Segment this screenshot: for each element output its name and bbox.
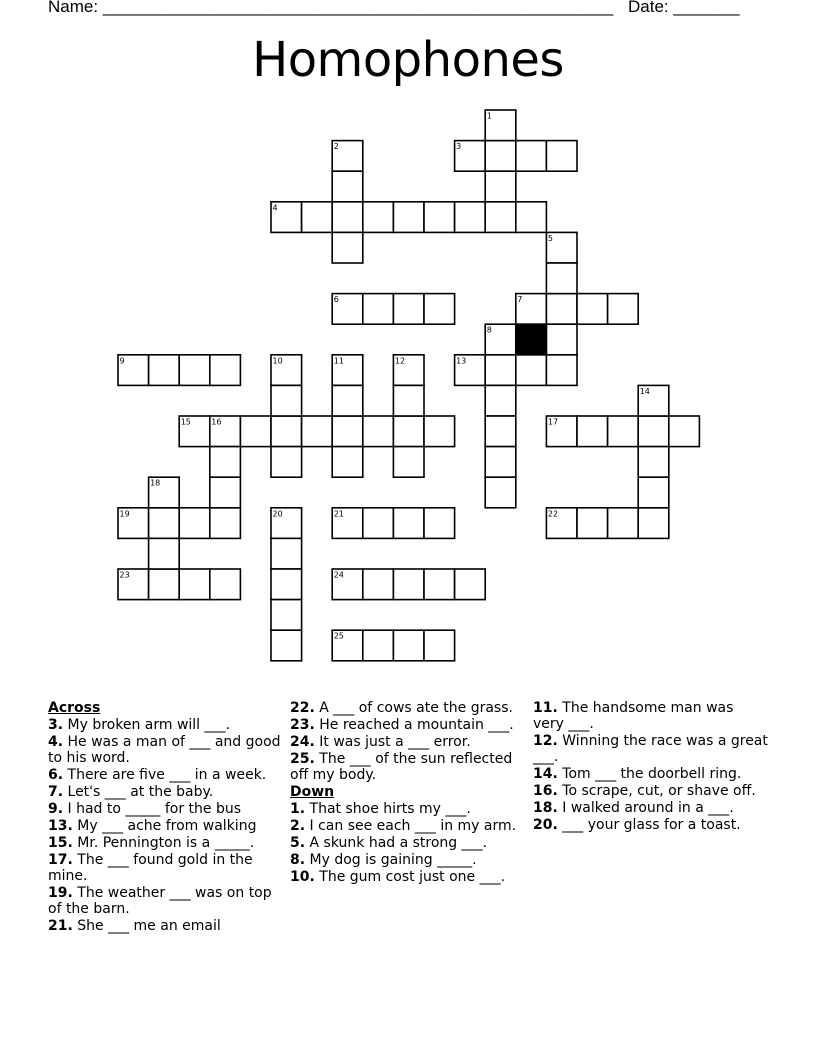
grid-cell[interactable] [393,202,424,233]
clue-number-20: 20 [272,509,283,519]
clue-number-2: 2 [333,142,339,152]
page-title: Homophones [252,32,564,88]
clue-number: 5. [290,835,306,851]
grid-cell[interactable] [455,202,486,233]
grid-cell[interactable] [240,416,271,447]
grid-cell[interactable] [577,508,608,539]
clue-item [290,869,525,885]
clue-number-21: 21 [333,509,344,519]
clue-text: The ___ of the sun reflected off my body. [290,751,513,783]
clue-number: 2. [290,818,306,834]
clue-number: 18. [533,800,558,816]
clue-item [48,918,283,934]
clue-number-15: 15 [180,417,191,427]
grid-cell[interactable] [363,630,394,661]
clue-item [533,700,768,732]
clue-text: Winning the race was a great ___. [533,733,768,765]
grid-cell[interactable] [669,416,700,447]
clue-text: To scrape, cut, or shave off. [562,783,756,799]
clue-item [48,767,283,783]
grid-cell[interactable] [271,538,302,569]
clue-number-8: 8 [486,325,492,335]
grid-cell[interactable] [546,141,577,172]
grid-cell[interactable] [271,600,302,631]
clue-number-11: 11 [333,356,344,366]
grid-cell[interactable] [577,294,608,325]
clues-column-3 [533,700,768,834]
clue-text: It was just a ___ error. [319,734,471,750]
grid-cell[interactable] [516,141,547,172]
clue-number-3: 3 [456,142,462,152]
grid-cell[interactable] [516,202,547,233]
grid-cell[interactable] [485,141,516,172]
grid-cell[interactable] [210,447,241,478]
clue-item [290,818,525,834]
grid-cell[interactable] [393,630,424,661]
grid-cell[interactable] [424,294,455,325]
clues-column-1 [48,700,283,935]
across-heading: Across [48,700,101,716]
clue-number-16: 16 [211,417,222,427]
grid-cell[interactable] [546,294,577,325]
grid-cell[interactable] [332,202,363,233]
clue-text: The handsome man was very ___. [533,700,734,732]
clue-number: 3. [48,717,64,733]
clue-number: 9. [48,801,64,817]
grid-cell[interactable] [516,355,547,386]
grid-cell[interactable] [332,385,363,416]
grid-cell[interactable] [485,355,516,386]
clue-number: 1. [290,801,306,817]
clue-text: The gum cost just one ___. [319,869,506,885]
grid-cell[interactable] [363,202,394,233]
grid-cell[interactable] [608,294,639,325]
clue-item [533,800,768,816]
clue-item [290,717,525,733]
clue-item [533,733,768,765]
grid-cell[interactable] [271,630,302,661]
clue-text: He was a man of ___ and good to his word. [48,734,281,766]
clue-number: 20. [533,817,558,833]
down-heading: Down [290,784,335,800]
grid-cell[interactable] [302,416,333,447]
grid-cell[interactable] [455,569,486,600]
clue-number: 11. [533,700,558,716]
grid-cell[interactable] [271,447,302,478]
grid-cell[interactable] [485,447,516,478]
grid-cell[interactable] [424,569,455,600]
grid-cell[interactable] [210,355,241,386]
clue-number: 4. [48,734,64,750]
clue-text: I walked around in a ___. [562,800,734,816]
clue-text: My broken arm will ___. [67,717,230,733]
name-field-line[interactable]: Name: ______________________________________________________ [48,0,614,16]
clue-text: The ___ found gold in the mine. [48,852,253,884]
clue-number: 22. [290,700,315,716]
clue-text: Tom ___ the doorbell ring. [562,766,742,782]
clue-text: The weather ___ was on top of the barn. [48,885,272,917]
clue-item [533,766,768,782]
clue-text: A skunk had a strong ___. [309,835,488,851]
clue-number: 19. [48,885,73,901]
grid-cell[interactable] [332,416,363,447]
grid-cell[interactable] [332,447,363,478]
clue-item [48,801,283,817]
grid-cell[interactable] [210,477,241,508]
clue-text: Mr. Pennington is a _____. [77,835,255,851]
grid-cell[interactable] [271,569,302,600]
clues-column-2 [290,700,525,886]
grid-cell[interactable] [608,416,639,447]
grid-cell[interactable] [149,569,180,600]
clue-number-10: 10 [272,356,283,366]
grid-cell[interactable] [393,569,424,600]
grid-cell[interactable] [149,508,180,539]
clue-text: Let's ___ at the baby. [67,784,214,800]
grid-cell[interactable] [485,385,516,416]
grid-cell[interactable] [210,569,241,600]
clue-number: 7. [48,784,64,800]
grid-cell[interactable] [393,294,424,325]
clue-text: She ___ me an email [77,918,221,934]
grid-cell[interactable] [302,202,333,233]
clue-number-7: 7 [517,295,523,305]
grid-cell[interactable] [179,355,210,386]
grid-cell[interactable] [332,171,363,202]
clue-number-17: 17 [547,417,559,427]
clue-item [290,801,525,817]
grid-cell[interactable] [393,385,424,416]
clue-item [290,700,525,716]
grid-cell[interactable] [179,569,210,600]
grid-cell[interactable] [485,477,516,508]
grid-cell[interactable] [546,263,577,294]
clue-item [533,783,768,799]
grid-cell[interactable] [638,477,669,508]
clue-number: 23. [290,717,315,733]
clue-text: There are five ___ in a week. [67,767,267,783]
clue-text: My ___ ache from walking [77,818,257,834]
grid-cell[interactable] [179,508,210,539]
clue-number-9: 9 [119,356,125,366]
clue-number-24: 24 [333,570,344,580]
clue-item [48,885,283,917]
clue-item [48,717,283,733]
grid-cell[interactable] [546,324,577,355]
clue-text: That shoe hirts my ___. [309,801,471,817]
grid-cell[interactable] [577,416,608,447]
grid-cell[interactable] [363,416,394,447]
grid-cell[interactable] [332,232,363,263]
clue-number-12: 12 [394,356,406,366]
clue-text: I had to _____ for the bus [67,801,242,817]
grid-cell[interactable] [424,202,455,233]
clue-number: 16. [533,783,558,799]
clue-number: 13. [48,818,73,834]
grid-cell[interactable] [393,416,424,447]
clue-number-14: 14 [639,386,650,396]
clue-number: 15. [48,835,73,851]
grid-cell[interactable] [149,355,180,386]
clue-item [290,751,525,783]
grid-cell[interactable] [393,508,424,539]
clue-number: 12. [533,733,558,749]
clue-number-4: 4 [272,203,278,213]
clue-number-25: 25 [333,631,344,641]
clue-item [48,784,283,800]
clue-number: 25. [290,751,315,767]
grid-cell[interactable] [546,355,577,386]
clue-item [48,818,283,834]
grid-cell[interactable] [363,508,394,539]
date-field-line[interactable]: Date: _______ [628,0,740,16]
grid-cell[interactable] [271,385,302,416]
clue-text: ___ your glass for a toast. [562,817,741,833]
clue-item [48,852,283,884]
clue-item [290,852,525,868]
clue-number: 10. [290,869,315,885]
clue-number-6: 6 [333,295,339,305]
grid-cell[interactable] [608,508,639,539]
grid-cell[interactable] [424,508,455,539]
clue-item [290,835,525,851]
grid-cell[interactable] [271,416,302,447]
grid-cell[interactable] [424,630,455,661]
grid-cell[interactable] [638,416,669,447]
clue-text: My dog is gaining _____. [309,852,477,868]
grid-cell[interactable] [363,569,394,600]
clue-item [290,734,525,750]
grid-cell[interactable] [485,171,516,202]
grid-cell[interactable] [485,202,516,233]
clue-number-5: 5 [547,233,553,243]
clue-number: 17. [48,852,73,868]
clue-number-22: 22 [547,509,559,519]
black-square [516,324,547,355]
clue-number-13: 13 [456,356,467,366]
grid-cell[interactable] [638,447,669,478]
clue-item [533,817,768,833]
clue-item [48,734,283,766]
clue-number: 21. [48,918,73,934]
clue-text: He reached a mountain ___. [319,717,514,733]
clue-number-23: 23 [119,570,130,580]
grid-cell[interactable] [149,538,180,569]
grid-cell[interactable] [485,416,516,447]
clue-number: 24. [290,734,315,750]
clue-text: I can see each ___ in my arm. [309,818,517,834]
grid-cell[interactable] [393,447,424,478]
clue-text: A ___ of cows ate the grass. [319,700,513,716]
clue-number: 6. [48,767,64,783]
clue-number-19: 19 [119,509,130,519]
clue-number-18: 18 [150,478,161,488]
clue-item [48,835,283,851]
grid-cell[interactable] [363,294,394,325]
clue-number: 14. [533,766,558,782]
clue-number: 8. [290,852,306,868]
grid-cell[interactable] [424,416,455,447]
grid-cell[interactable] [638,508,669,539]
grid-cell[interactable] [210,508,241,539]
clue-number-1: 1 [486,111,492,121]
